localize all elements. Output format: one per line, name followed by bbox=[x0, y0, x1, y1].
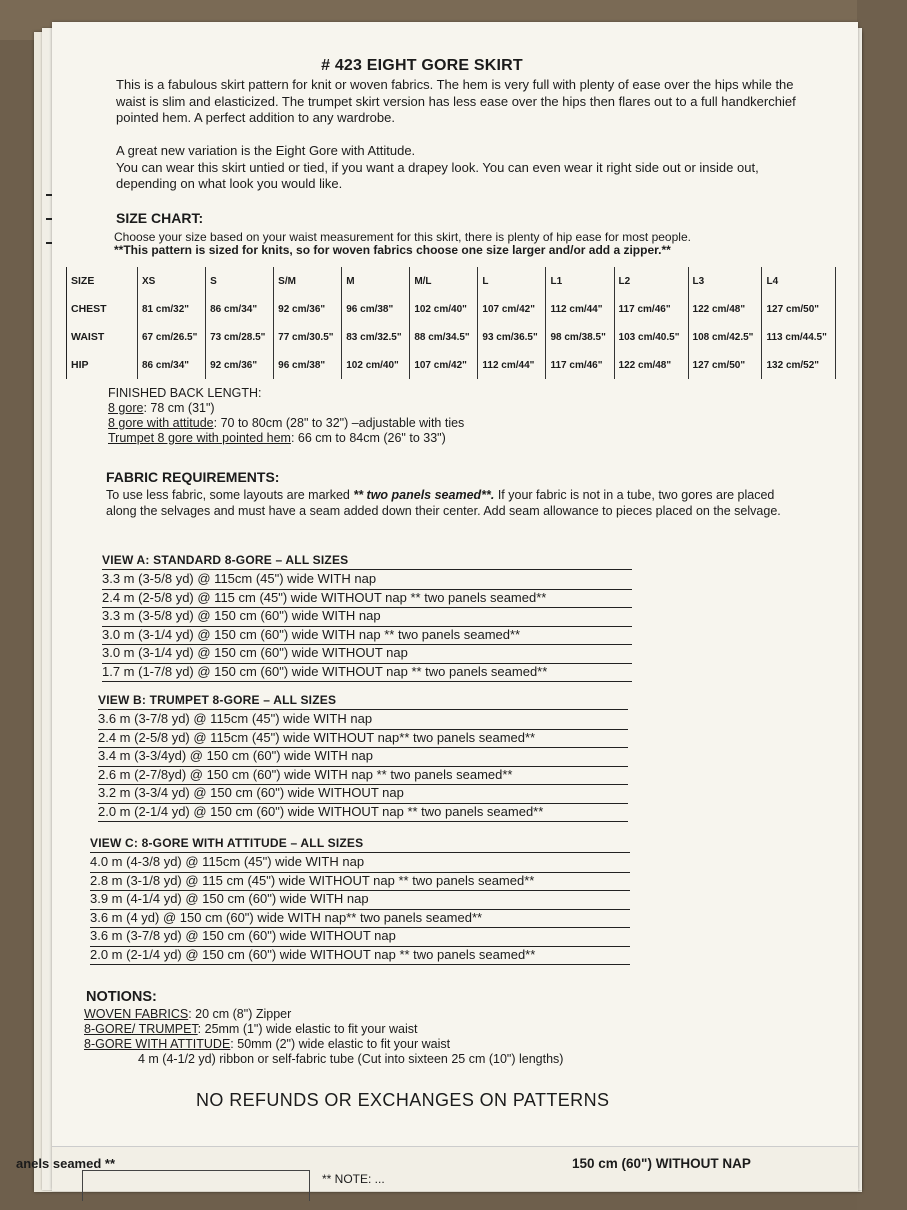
size-cell: 122 cm/48" bbox=[688, 295, 762, 323]
yardage-line: 3.6 m (3-7/8 yd) @ 150 cm (60") wide WITHOUT nap bbox=[90, 928, 630, 947]
fabric-requirements-text: To use less fabric, some layouts are marked ** two panels seamed**. If your fabric is not in a tube, two gores are placed along the selvages and must have a seam added down their center. Add seam allowance to pieces placed on the selvage. bbox=[106, 488, 781, 518]
size-cell: 96 cm/38" bbox=[274, 351, 342, 379]
size-cell: L3 bbox=[688, 267, 762, 295]
yardage-line: 2.6 m (2-7/8yd) @ 150 cm (60") wide WITH nap ** two panels seamed** bbox=[98, 767, 628, 786]
size-cell: M bbox=[342, 267, 410, 295]
size-cell: 117 cm/46" bbox=[546, 351, 614, 379]
size-cell: 102 cm/40" bbox=[410, 295, 478, 323]
yardage-line: 2.8 m (3-1/8 yd) @ 115 cm (45") wide WITHOUT nap ** two panels seamed** bbox=[90, 873, 630, 892]
margin-mark bbox=[46, 242, 52, 244]
size-cell: S bbox=[206, 267, 274, 295]
size-cell: 107 cm/42" bbox=[478, 295, 546, 323]
back-length-section bbox=[108, 386, 464, 446]
size-cell: 86 cm/34" bbox=[206, 295, 274, 323]
view-heading: VIEW B: TRUMPET 8-GORE – ALL SIZES bbox=[98, 693, 628, 710]
page-title: # 423 EIGHT GORE SKIRT bbox=[321, 57, 523, 74]
size-cell: 127 cm/50" bbox=[688, 351, 762, 379]
notion-item: 4 m (4-1/2 yd) ribbon or self-fabric tube (Cut into sixteen 25 cm (10") lengths) bbox=[138, 1052, 564, 1066]
size-cell: 132 cm/52" bbox=[762, 351, 836, 379]
size-row-label: WAIST bbox=[67, 323, 138, 351]
background-wall-right bbox=[857, 0, 907, 1210]
size-cell: XS bbox=[138, 267, 206, 295]
yardage-line: 1.7 m (1-7/8 yd) @ 150 cm (60") wide WITHOUT nap ** two panels seamed** bbox=[102, 664, 632, 683]
variation-paragraph bbox=[116, 143, 806, 193]
size-chart-row bbox=[67, 351, 836, 379]
size-cell: L1 bbox=[546, 267, 614, 295]
size-row-label: HIP bbox=[67, 351, 138, 379]
yardage-line: 3.0 m (3-1/4 yd) @ 150 cm (60") wide WITH nap ** two panels seamed** bbox=[102, 627, 632, 646]
yardage-line: 2.4 m (2-5/8 yd) @ 115 cm (45") wide WITHOUT nap ** two panels seamed** bbox=[102, 590, 632, 609]
intro-paragraph: This is a fabulous skirt pattern for knit or woven fabrics. The hem is very full with plenty of ease over the hips while the waist is slim and elasticized. The trumpet skirt version has less ease over the hips then flares out to a full handkerchief pointed hem. A perfect addition to any wardrobe. bbox=[116, 77, 796, 125]
size-cell: 102 cm/40" bbox=[342, 351, 410, 379]
size-cell: 122 cm/48" bbox=[614, 351, 688, 379]
back-length-item: 8 gore: 78 cm (31") bbox=[108, 401, 215, 415]
size-cell: 107 cm/42" bbox=[410, 351, 478, 379]
size-chart-heading: SIZE CHART: bbox=[116, 210, 204, 226]
size-cell: 83 cm/32.5" bbox=[342, 323, 410, 351]
underlay-text-left: anels seamed ** bbox=[16, 1156, 116, 1171]
pattern-instruction-sheet bbox=[16, 22, 858, 1190]
back-length-heading: FINISHED BACK LENGTH: bbox=[108, 386, 262, 400]
margin-mark bbox=[46, 194, 52, 196]
yardage-line: 3.6 m (4 yd) @ 150 cm (60") wide WITH nap** two panels seamed** bbox=[90, 910, 630, 929]
size-cell: 98 cm/38.5" bbox=[546, 323, 614, 351]
view-a-section bbox=[102, 553, 632, 682]
size-cell: 127 cm/50" bbox=[762, 295, 836, 323]
margin-mark bbox=[46, 218, 52, 220]
size-cell: 92 cm/36" bbox=[206, 351, 274, 379]
size-cell: 112 cm/44" bbox=[478, 351, 546, 379]
yardage-line: 4.0 m (4-3/8 yd) @ 115cm (45") wide WITH nap bbox=[90, 854, 630, 873]
size-cell: 117 cm/46" bbox=[614, 295, 688, 323]
variation-line: A great new variation is the Eight Gore with Attitude. bbox=[116, 143, 416, 158]
yardage-line: 2.0 m (2-1/4 yd) @ 150 cm (60") wide WITHOUT nap ** two panels seamed** bbox=[98, 804, 628, 823]
refund-policy: NO REFUNDS OR EXCHANGES ON PATTERNS bbox=[196, 1090, 610, 1110]
size-cell: 88 cm/34.5" bbox=[410, 323, 478, 351]
size-chart-note: Choose your size based on your waist measurement for this skirt, there is plenty of hip ease for most people. bbox=[114, 230, 691, 244]
view-c-section bbox=[90, 836, 630, 965]
yardage-line: 3.9 m (4-1/4 yd) @ 150 cm (60") wide WITH nap bbox=[90, 891, 630, 910]
size-chart-note-bold: **This pattern is sized for knits, so for woven fabrics choose one size larger and/or add a zipper.** bbox=[114, 243, 671, 257]
underlay-text-right: 150 cm (60") WITHOUT NAP bbox=[572, 1156, 751, 1171]
size-cell: 112 cm/44" bbox=[546, 295, 614, 323]
size-chart-row bbox=[67, 295, 836, 323]
fabric-requirements-heading: FABRIC REQUIREMENTS: bbox=[106, 469, 280, 485]
size-row-label: CHEST bbox=[67, 295, 138, 323]
yardage-line: 3.4 m (3-3/4yd) @ 150 cm (60") wide WITH nap bbox=[98, 748, 628, 767]
size-cell: L bbox=[478, 267, 546, 295]
yardage-line: 2.0 m (2-1/4 yd) @ 150 cm (60") wide WITHOUT nap ** two panels seamed** bbox=[90, 947, 630, 966]
underlay-box bbox=[82, 1170, 310, 1201]
size-cell: L4 bbox=[762, 267, 836, 295]
size-cell: 113 cm/44.5" bbox=[762, 323, 836, 351]
size-cell: 77 cm/30.5" bbox=[274, 323, 342, 351]
yardage-line: 3.2 m (3-3/4 yd) @ 150 cm (60") wide WITHOUT nap bbox=[98, 785, 628, 804]
size-cell: 67 cm/26.5" bbox=[138, 323, 206, 351]
size-cell: 92 cm/36" bbox=[274, 295, 342, 323]
size-cell: M/L bbox=[410, 267, 478, 295]
size-cell: 73 cm/28.5" bbox=[206, 323, 274, 351]
notion-item: WOVEN FABRICS: 20 cm (8") Zipper bbox=[84, 1007, 292, 1021]
back-length-item: Trumpet 8 gore with pointed hem: 66 cm to 84cm (26" to 33") bbox=[108, 431, 446, 445]
variation-line: You can wear this skirt untied or tied, if you want a drapey look. You can even wear it right side out or inside out, depending on what look you would like. bbox=[116, 159, 759, 191]
notions-heading: NOTIONS: bbox=[86, 989, 157, 1005]
size-cell: 86 cm/34" bbox=[138, 351, 206, 379]
size-chart-row bbox=[67, 323, 836, 351]
notion-item: 8-GORE/ TRUMPET: 25mm (1") wide elastic to fit your waist bbox=[84, 1022, 418, 1036]
size-cell: S/M bbox=[274, 267, 342, 295]
view-heading: VIEW A: STANDARD 8-GORE – ALL SIZES bbox=[102, 553, 632, 570]
size-row-label: SIZE bbox=[67, 267, 138, 295]
size-cell: 108 cm/42.5" bbox=[688, 323, 762, 351]
notions-list bbox=[84, 1007, 563, 1067]
underlay-text-mid: ** NOTE: ... bbox=[322, 1172, 385, 1186]
yardage-line: 3.3 m (3-5/8 yd) @ 150 cm (60") wide WITH nap bbox=[102, 608, 632, 627]
yardage-line: 2.4 m (2-5/8 yd) @ 115cm (45") wide WITHOUT nap** two panels seamed** bbox=[98, 730, 628, 749]
view-b-section bbox=[98, 693, 628, 822]
size-chart-row bbox=[67, 267, 836, 295]
size-cell: 81 cm/32" bbox=[138, 295, 206, 323]
yardage-line: 3.6 m (3-7/8 yd) @ 115cm (45") wide WITH nap bbox=[98, 711, 628, 730]
size-cell: 103 cm/40.5" bbox=[614, 323, 688, 351]
yardage-line: 3.3 m (3-5/8 yd) @ 115cm (45") wide WITH nap bbox=[102, 571, 632, 590]
view-heading: VIEW C: 8-GORE WITH ATTITUDE – ALL SIZES bbox=[90, 836, 630, 853]
notion-item: 8-GORE WITH ATTITUDE: 50mm (2") wide elastic to fit your waist bbox=[84, 1037, 451, 1051]
size-cell: L2 bbox=[614, 267, 688, 295]
yardage-line: 3.0 m (3-1/4 yd) @ 150 cm (60") wide WITHOUT nap bbox=[102, 645, 632, 664]
size-cell: 93 cm/36.5" bbox=[478, 323, 546, 351]
size-cell: 96 cm/38" bbox=[342, 295, 410, 323]
size-chart-table bbox=[66, 267, 836, 379]
back-length-item: 8 gore with attitude: 70 to 80cm (28" to 32") –adjustable with ties bbox=[108, 416, 465, 430]
